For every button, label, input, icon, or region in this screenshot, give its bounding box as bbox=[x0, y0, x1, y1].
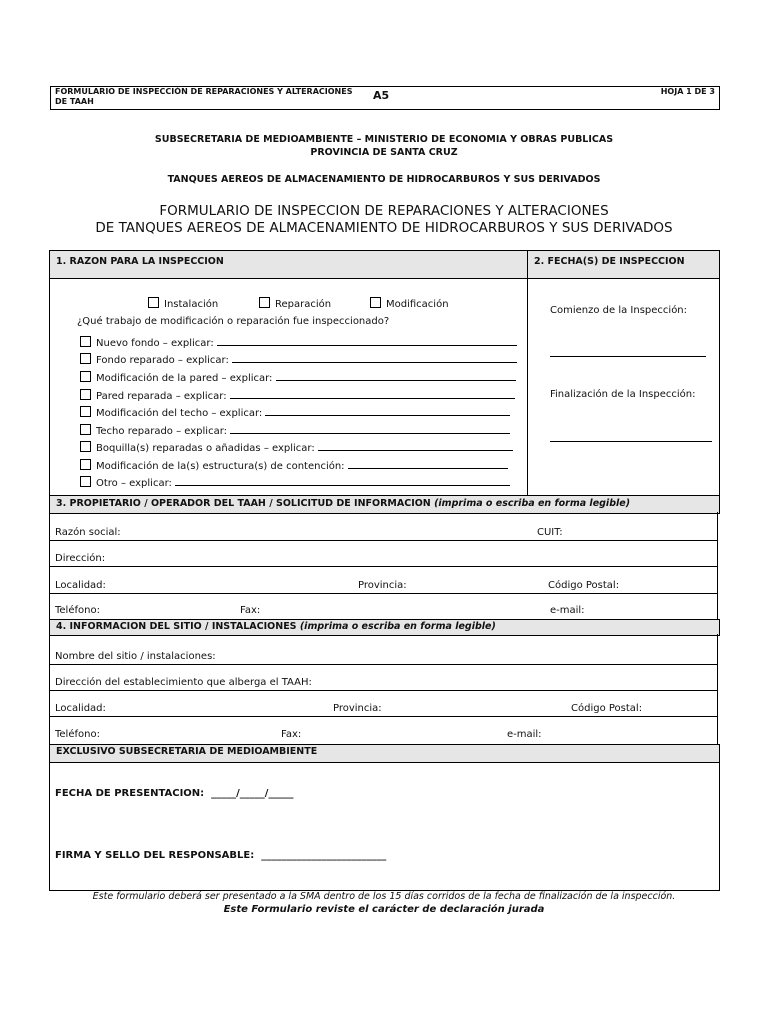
cuit-label: CUIT: bbox=[537, 527, 563, 538]
blank-line[interactable] bbox=[217, 335, 517, 346]
nombre-sitio-label: Nombre del sitio / instalaciones: bbox=[55, 651, 216, 662]
inspection-start-label: Comienzo de la Inspección: bbox=[550, 305, 688, 316]
blank-line[interactable] bbox=[232, 352, 517, 363]
email-label: e-mail: bbox=[550, 605, 585, 616]
checkbox[interactable] bbox=[148, 297, 159, 308]
item-nuevo-fondo[interactable]: Nuevo fondo – explicar: bbox=[80, 335, 520, 349]
section-4-header bbox=[49, 619, 720, 636]
nombre-sitio-field[interactable] bbox=[49, 664, 718, 665]
checkbox[interactable] bbox=[80, 371, 91, 382]
work-question: ¿Qué trabajo de modificación o reparación fue inspeccionado? bbox=[77, 316, 390, 327]
provincia-label: Provincia: bbox=[358, 580, 407, 591]
section-4-heading: 4. INFORMACION DEL SITIO / INSTALACIONES (imprima o escriba en forma legible) bbox=[56, 621, 496, 632]
blank-line[interactable] bbox=[230, 423, 510, 434]
checkbox[interactable] bbox=[80, 406, 91, 417]
item-techo-reparado[interactable]: Techo reparado – explicar: bbox=[80, 423, 520, 437]
localidad-sitio-field[interactable] bbox=[49, 716, 718, 717]
section-2-header bbox=[528, 251, 719, 279]
exclusive-box bbox=[49, 761, 720, 891]
razon-social-label: Razón social: bbox=[55, 527, 121, 538]
blank-line[interactable] bbox=[175, 475, 510, 486]
direccion-field[interactable] bbox=[49, 566, 718, 567]
header-form-name: FORMULARIO DE INSPECCIÓN DE REPARACIONES Y ALTERACIONES DE TAAH bbox=[55, 87, 353, 106]
checkbox[interactable] bbox=[80, 441, 91, 452]
blank-line[interactable] bbox=[230, 388, 515, 399]
provincia-sitio-label: Provincia: bbox=[333, 703, 382, 714]
inspection-end-field[interactable] bbox=[550, 441, 712, 442]
checkbox[interactable] bbox=[80, 353, 91, 364]
item-estructura-contencion[interactable]: Modificación de la(s) estructura(s) de contención: bbox=[80, 458, 520, 472]
codigo-postal-label: Código Postal: bbox=[548, 580, 620, 591]
razon-social-field[interactable] bbox=[49, 540, 718, 541]
header-box bbox=[50, 86, 720, 110]
checkbox[interactable] bbox=[80, 424, 91, 435]
email-sitio-label: e-mail: bbox=[507, 729, 542, 740]
fax-label: Fax: bbox=[240, 605, 261, 616]
item-otro[interactable]: Otro – explicar: bbox=[80, 475, 520, 489]
localidad-sitio-label: Localidad: bbox=[55, 703, 106, 714]
localidad-label: Localidad: bbox=[55, 580, 106, 591]
section-divider bbox=[527, 278, 528, 496]
section-3-header bbox=[49, 495, 720, 514]
blank-line[interactable] bbox=[318, 440, 513, 451]
item-modificacion-techo[interactable]: Modificación del techo – explicar: bbox=[80, 405, 520, 419]
checkbox[interactable] bbox=[259, 297, 270, 308]
blank-line[interactable] bbox=[276, 370, 516, 381]
firma-sello-field[interactable]: _________________________ bbox=[261, 850, 387, 861]
header-sheet-number: HOJA 1 DE 3 bbox=[660, 87, 715, 96]
footer-declaration: Este Formulario reviste el carácter de declaración jurada bbox=[223, 904, 545, 915]
subtitle: TANQUES AEREOS DE ALMACENAMIENTO DE HIDROCARBUROS Y SUS DERIVADOS bbox=[167, 174, 601, 185]
agency-line-1: SUBSECRETARIA DE MEDIOAMBIENTE – MINISTERIO DE ECONOMIA Y OBRAS PUBLICAS bbox=[154, 134, 614, 145]
option-modificacion[interactable]: Modificación bbox=[370, 297, 449, 310]
checkbox[interactable] bbox=[80, 459, 91, 470]
title-line-2: DE TANQUES AEREOS DE ALMACENAMIENTO DE HIDROCARBUROS Y SUS DERIVADOS bbox=[95, 220, 673, 236]
fax-sitio-label: Fax: bbox=[281, 729, 302, 740]
item-fondo-reparado[interactable]: Fondo reparado – explicar: bbox=[80, 352, 520, 366]
section-2-heading: 2. FECHA(S) DE INSPECCION bbox=[534, 256, 685, 267]
exclusive-heading: EXCLUSIVO SUBSECRETARIA DE MEDIOAMBIENTE bbox=[56, 746, 318, 757]
option-reparacion[interactable]: Reparación bbox=[259, 297, 331, 310]
item-modificacion-pared[interactable]: Modificación de la pared – explicar: bbox=[80, 370, 520, 384]
item-pared-reparada[interactable]: Pared reparada – explicar: bbox=[80, 388, 520, 402]
localidad-field[interactable] bbox=[49, 593, 718, 594]
direccion-establecimiento-field[interactable] bbox=[49, 690, 718, 691]
checkbox[interactable] bbox=[370, 297, 381, 308]
checkbox[interactable] bbox=[80, 389, 91, 400]
option-instalacion[interactable]: Instalación bbox=[148, 297, 218, 310]
section-3-heading: 3. PROPIETARIO / OPERADOR DEL TAAH / SOLICITUD DE INFORMACION (imprima o escriba en forma legible) bbox=[56, 498, 631, 509]
footer-note: Este formulario deberá ser presentado a la SMA dentro de los 15 días corridos de la fecha de finalización de la inspección. bbox=[92, 891, 676, 902]
inspection-start-field[interactable] bbox=[550, 356, 706, 357]
item-boquillas[interactable]: Boquilla(s) reparadas o añadidas – explicar: bbox=[80, 440, 520, 454]
codigo-postal-sitio-label: Código Postal: bbox=[571, 703, 643, 714]
telefono-label: Teléfono: bbox=[55, 605, 100, 616]
title-line-1: FORMULARIO DE INSPECCION DE REPARACIONES Y ALTERACIONES bbox=[159, 203, 609, 219]
blank-line[interactable] bbox=[265, 405, 510, 416]
agency-line-2: PROVINCIA DE SANTA CRUZ bbox=[310, 147, 458, 158]
direccion-label: Dirección: bbox=[55, 553, 106, 564]
firma-sello: FIRMA Y SELLO DEL RESPONSABLE: _________________________ bbox=[55, 850, 387, 861]
inspection-end-label: Finalización de la Inspección: bbox=[550, 389, 696, 400]
section-1-heading: 1. RAZON PARA LA INSPECCION bbox=[56, 256, 224, 267]
fecha-presentacion-field[interactable]: _____/_____/_____ bbox=[211, 788, 294, 799]
blank-line[interactable] bbox=[348, 458, 508, 469]
checkbox[interactable] bbox=[80, 476, 91, 487]
fecha-presentacion: FECHA DE PRESENTACION: _____/_____/_____ bbox=[55, 788, 294, 799]
checkbox[interactable] bbox=[80, 336, 91, 347]
header-form-code: A5 bbox=[373, 89, 390, 102]
section-1-2-box bbox=[49, 250, 720, 497]
telefono-sitio-label: Teléfono: bbox=[55, 729, 100, 740]
direccion-establecimiento-label: Dirección del establecimiento que alberga el TAAH: bbox=[55, 677, 312, 688]
section-1-header bbox=[50, 251, 528, 279]
